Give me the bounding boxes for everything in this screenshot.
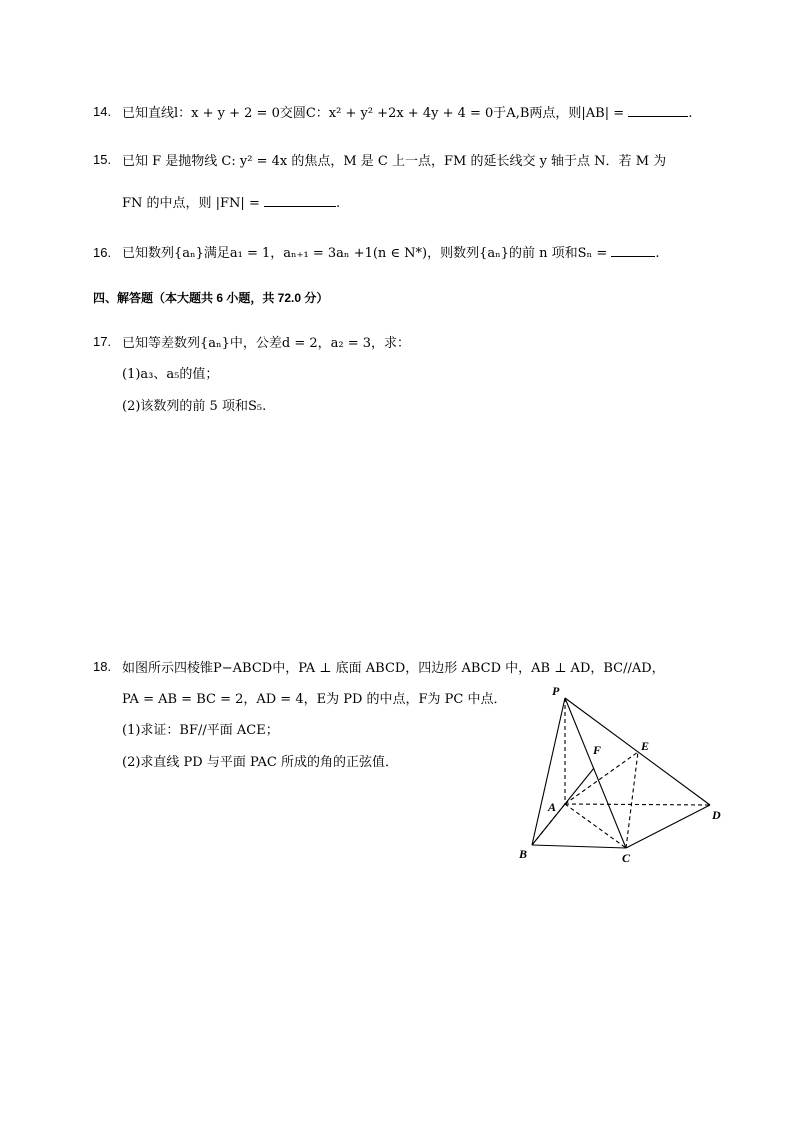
problem-15-line2 <box>122 192 340 211</box>
problem-16-text <box>122 242 660 261</box>
problem-18-line1: 如图所示四棱锥P−ABCD中，PA ⊥ 底面 ABCD，四边形 ABCD 中，AB ⊥ AD，BC//AD， <box>122 661 665 676</box>
problem-18-number: 18. <box>93 659 112 674</box>
problem-14-answer-blank[interactable] <box>628 104 688 117</box>
label-D: D <box>712 808 721 822</box>
edge-CE <box>626 752 638 848</box>
edge-CD <box>626 805 710 848</box>
edge-AD <box>565 804 710 805</box>
problem-18-q2: (2)求直线 PD 与平面 PAC 所成的角的正弦值． <box>122 755 399 770</box>
problem-17-q1: (1)a₃、a₅的值； <box>122 367 219 382</box>
problem-16-end: . <box>655 246 660 261</box>
problem-15-line1: 已知 F 是抛物线 C: y² = 4x 的焦点，M 是 C 上一点，FM 的延长线交 y 轴于点 N．若 M 为 <box>122 154 667 169</box>
problem-14-number: 14. <box>93 104 112 119</box>
label-P: P <box>552 684 560 698</box>
problem-17-text: 已知等差数列{aₙ}中，公差d = 2，a₂ = 3，求： <box>122 336 411 351</box>
problem-14-end: . <box>688 106 693 121</box>
label-B: B <box>519 847 528 861</box>
edge-PB <box>532 698 565 845</box>
label-F: F <box>593 743 602 757</box>
problem-14-text <box>122 102 692 121</box>
label-A: A <box>548 800 557 814</box>
problem-16-number: 16. <box>93 245 112 260</box>
edge-BC <box>532 845 626 848</box>
problem-18-q1: (1)求证：BF//平面 ACE； <box>122 723 279 738</box>
pyramid-figure <box>510 680 750 870</box>
problem-16-body: 已知数列{aₙ}满足a₁ = 1，aₙ₊₁ = 3aₙ +1(n ∈ N*)，则数列{aₙ}的前 n 项和Sₙ = <box>122 246 608 261</box>
problem-15-line2-body: FN 的中点，则 |FN| = <box>122 196 260 211</box>
problem-17-number: 17. <box>93 334 112 349</box>
label-C: C <box>622 851 631 865</box>
label-E: E <box>641 739 650 753</box>
problem-15-answer-blank[interactable] <box>264 194 336 207</box>
problem-17-q2: (2)该数列的前 5 项和S₅. <box>122 399 267 414</box>
edge-AE <box>565 752 638 804</box>
problem-16-answer-blank[interactable] <box>611 244 655 257</box>
problem-14-body: 已知直线l：x + y + 2 = 0交圆C：x² + y² +2x + 4y + 4 = 0于A,B两点，则|AB| = <box>122 106 625 121</box>
problem-15-end: . <box>335 196 341 211</box>
problem-18-line2: PA = AB = BC = 2，AD = 4，E为 PD 的中点，F为 PC 中点． <box>122 692 507 707</box>
section-4-header: 四、解答题（本大题共 6 小题，共 72.0 分） <box>93 291 329 305</box>
problem-15-number: 15. <box>93 152 112 167</box>
